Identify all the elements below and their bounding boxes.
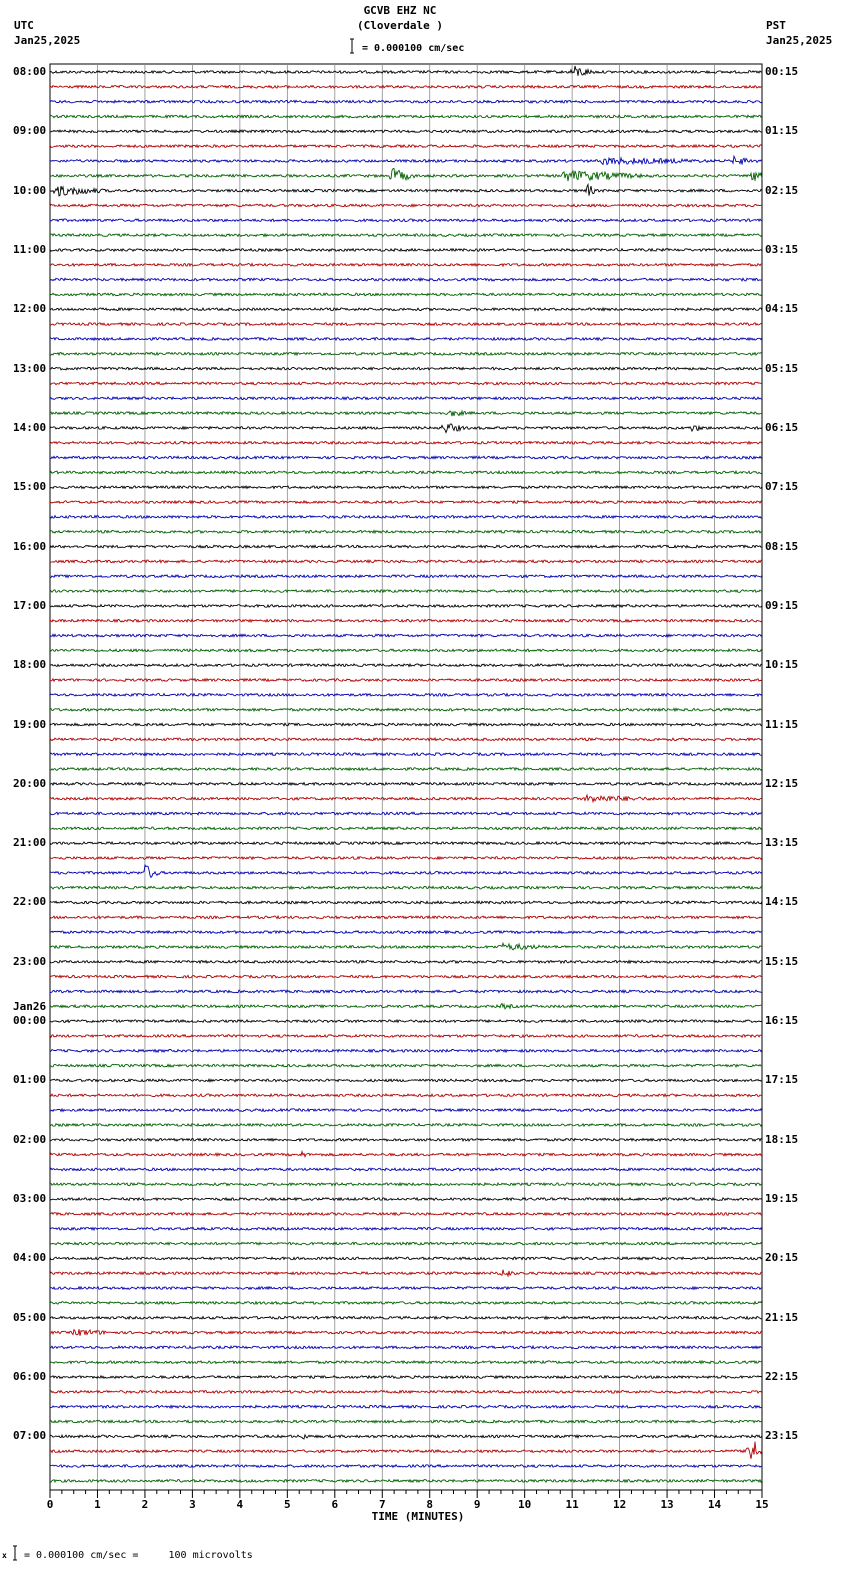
plot-frame — [50, 64, 762, 1490]
seismic-trace-row — [50, 1465, 762, 1468]
station-location: (Cloverdale ) — [356, 19, 444, 32]
seismic-trace-row — [50, 1270, 762, 1276]
utc-hour-label: 20:00 — [13, 776, 47, 790]
seismic-trace-row — [50, 1242, 762, 1245]
seismic-trace-row — [50, 1361, 762, 1364]
seismic-trace-row — [50, 590, 762, 593]
pst-hour-label: 05:15 — [765, 361, 799, 375]
utc-hour-label: 18:00 — [13, 658, 47, 672]
seismic-trace-row — [50, 753, 762, 756]
seismic-trace-row — [50, 308, 762, 311]
seismic-trace-row — [50, 169, 762, 182]
pst-hour-label: 21:15 — [765, 1310, 799, 1324]
x-tick-label: 10 — [518, 1498, 532, 1511]
seismic-trace-row — [50, 486, 762, 489]
pst-hour-label: 17:15 — [765, 1073, 799, 1087]
seismic-trace-row — [50, 857, 762, 860]
seismic-trace-row — [50, 931, 762, 934]
x-tick-label: 7 — [378, 1498, 386, 1511]
seismic-trace-row — [50, 156, 762, 164]
seismic-trace-row — [50, 723, 762, 726]
seismic-trace-row — [50, 575, 762, 578]
plot-grid — [50, 64, 762, 1490]
seismic-trace-row — [50, 115, 762, 118]
pst-hour-label: 22:15 — [765, 1370, 799, 1384]
x-tick-label: 12 — [612, 1498, 627, 1511]
seismic-trace-row — [50, 1168, 762, 1171]
utc-hour-label: 03:00 — [13, 1192, 47, 1206]
seismic-trace-row — [50, 545, 762, 548]
seismic-trace-row — [50, 397, 762, 400]
seismic-trace-row — [50, 130, 762, 133]
utc-hour-label: 11:00 — [13, 242, 47, 256]
utc-hour-label: 12:00 — [13, 302, 47, 316]
pst-hour-label: 03:15 — [765, 242, 799, 256]
seismic-trace-row — [50, 1198, 762, 1201]
seismic-trace-row — [50, 382, 762, 385]
seismic-trace-row — [50, 916, 762, 919]
utc-hour-label: 00:00 — [13, 1014, 47, 1028]
seismic-trace-row — [50, 424, 762, 433]
seismic-trace-row — [50, 1257, 762, 1260]
pst-hour-label: 04:15 — [765, 302, 799, 316]
seismic-trace-row — [50, 234, 762, 237]
utc-hour-label: 07:00 — [13, 1429, 47, 1443]
pst-hour-label: 20:15 — [765, 1251, 799, 1265]
seismic-trace-row — [50, 990, 762, 993]
seismic-trace-row — [50, 145, 762, 148]
utc-hour-label: 23:00 — [13, 954, 47, 968]
pst-hour-label: 00:15 — [765, 65, 799, 78]
seismic-trace-row — [50, 812, 762, 815]
seismic-trace-row — [50, 560, 762, 563]
x-tick-label: 3 — [189, 1498, 196, 1511]
left-timezone: UTC — [14, 19, 34, 32]
seismic-trace-row — [50, 456, 762, 459]
seismic-trace-row — [50, 961, 762, 964]
utc-hour-label: 01:00 — [13, 1073, 47, 1087]
date-change-label: Jan26 — [13, 1000, 47, 1014]
x-tick-label: 11 — [565, 1498, 579, 1511]
seismic-trace-row — [50, 679, 762, 682]
x-axis — [50, 1490, 762, 1498]
seismic-trace-row — [50, 264, 762, 267]
seismic-trace-row — [50, 185, 762, 197]
x-tick-label: 0 — [46, 1498, 54, 1511]
seismic-trace-row — [50, 975, 762, 978]
pst-hour-label: 09:15 — [765, 598, 799, 612]
x-tick-label: 8 — [426, 1498, 434, 1511]
seismic-trace-row — [50, 1124, 762, 1127]
seismic-trace-row — [50, 323, 762, 326]
pst-hour-label: 01:15 — [765, 124, 799, 138]
seismic-trace-row — [50, 708, 762, 711]
seismic-trace-row — [50, 649, 762, 652]
seismic-trace-row — [50, 783, 762, 786]
seismic-trace-row — [50, 901, 762, 904]
pst-hour-label: 23:15 — [765, 1429, 799, 1443]
seismic-trace-row — [50, 1004, 762, 1009]
seismic-trace-row — [50, 827, 762, 830]
seismic-trace-row — [50, 1183, 762, 1186]
seismic-trace-row — [50, 1227, 762, 1230]
seismic-trace-row — [50, 278, 762, 281]
seismic-trace-row — [50, 1329, 762, 1336]
seismic-trace-row — [50, 411, 762, 416]
seismic-trace-row — [50, 1079, 762, 1082]
seismic-trace-row — [50, 338, 762, 341]
x-tick-label: 4 — [236, 1498, 244, 1511]
pst-hour-label: 06:15 — [765, 420, 799, 434]
right-date: Jan25,2025 — [766, 34, 833, 47]
x-tick-label: 5 — [284, 1498, 291, 1511]
pst-hour-label: 02:15 — [765, 183, 799, 197]
seismic-trace-row — [50, 516, 762, 519]
utc-hour-label: 17:00 — [13, 598, 47, 612]
seismic-trace-row — [50, 1152, 762, 1157]
utc-hour-label: 04:00 — [13, 1251, 47, 1265]
seismic-trace-row — [50, 1480, 762, 1483]
seismic-traces — [50, 66, 762, 1482]
seismic-trace-row — [50, 1050, 762, 1053]
seismic-trace-row — [50, 1420, 762, 1423]
seismic-trace-row — [50, 943, 762, 950]
seismic-trace-row — [50, 842, 762, 845]
seismic-trace-row — [50, 664, 762, 667]
utc-hour-label: 05:00 — [13, 1310, 47, 1324]
pst-hour-label: 18:15 — [765, 1132, 799, 1146]
pst-hour-label: 07:15 — [765, 480, 799, 494]
station-title: GCVB EHZ NC — [363, 4, 437, 17]
pst-hour-label: 08:15 — [765, 539, 799, 553]
seismic-trace-row — [50, 694, 762, 697]
utc-hour-label: 13:00 — [13, 361, 47, 375]
seismic-trace-row — [50, 768, 762, 771]
seismic-trace-row — [50, 1064, 762, 1067]
seismic-trace-row — [50, 1376, 762, 1379]
pst-hour-label: 11:15 — [765, 717, 799, 731]
seismic-trace-row — [50, 634, 762, 637]
seismic-trace-row — [50, 1213, 762, 1216]
seismic-trace-row — [50, 1020, 762, 1023]
seismic-trace-row — [50, 293, 762, 296]
utc-hour-label: 16:00 — [13, 539, 47, 553]
pst-hour-label: 19:15 — [765, 1192, 799, 1206]
pst-hour-label: 14:15 — [765, 895, 799, 909]
seismic-trace-row — [50, 501, 762, 504]
x-tick-label: 15 — [755, 1498, 769, 1511]
x-tick-label: 9 — [473, 1498, 481, 1511]
utc-hour-label: 15:00 — [13, 480, 47, 494]
seismic-trace-row — [50, 1435, 762, 1439]
left-date: Jan25,2025 — [14, 34, 81, 47]
seismic-trace-row — [50, 1109, 762, 1112]
seismic-trace-row — [50, 865, 762, 877]
seismic-trace-row — [50, 1287, 762, 1290]
seismic-trace-row — [50, 367, 762, 370]
x-tick-label: 1 — [94, 1498, 101, 1511]
seismic-trace-row — [50, 1316, 762, 1319]
seismic-trace-row — [50, 219, 762, 222]
seismic-trace-row — [50, 605, 762, 608]
x-tick-label: 14 — [707, 1498, 722, 1511]
utc-hour-label: 08:00 — [13, 65, 47, 78]
seismic-trace-row — [50, 795, 762, 802]
seismic-trace-row — [50, 249, 762, 252]
pst-hour-label: 15:15 — [765, 954, 799, 968]
seismic-trace-row — [50, 1035, 762, 1038]
seismic-trace-row — [50, 619, 762, 622]
x-tick-label: 6 — [331, 1498, 339, 1511]
utc-hour-label: 02:00 — [13, 1132, 47, 1146]
x-tick-label: 2 — [141, 1498, 149, 1511]
seismic-trace-row — [50, 66, 762, 76]
seismic-trace-row — [50, 738, 762, 741]
seismic-trace-row — [50, 886, 762, 889]
seismic-trace-row — [50, 204, 762, 207]
pst-hour-label: 10:15 — [765, 658, 799, 672]
footer-scale-text: = 0.000100 cm/sec = 100 microvolts — [24, 1550, 253, 1561]
utc-hour-label: 06:00 — [13, 1370, 47, 1384]
utc-hour-label: 22:00 — [13, 895, 47, 909]
pst-hour-label: 13:15 — [765, 836, 799, 850]
seismic-trace-row — [50, 86, 762, 89]
right-timezone: PST — [766, 19, 786, 32]
x-axis-label: TIME (MINUTES) — [371, 1510, 465, 1523]
utc-hour-label: 10:00 — [13, 183, 47, 197]
pst-hour-label: 12:15 — [765, 776, 799, 790]
seismic-trace-row — [50, 530, 762, 533]
seismic-trace-row — [50, 1442, 762, 1459]
seismic-trace-row — [50, 1302, 762, 1305]
seismic-trace-row — [50, 1094, 762, 1097]
utc-hour-label: 21:00 — [13, 836, 47, 850]
footer-corner-mark: x — [2, 1551, 7, 1560]
seismic-trace-row — [50, 442, 762, 445]
seismic-trace-row — [50, 471, 762, 474]
seismic-trace-row — [50, 1139, 762, 1142]
seismic-trace-row — [50, 1346, 762, 1349]
x-tick-label: 13 — [660, 1498, 674, 1511]
seismic-trace-row — [50, 100, 762, 103]
utc-hour-label: 14:00 — [13, 420, 47, 434]
utc-hour-label: 19:00 — [13, 717, 47, 731]
seismic-trace-row — [50, 353, 762, 356]
pst-hour-label: 16:15 — [765, 1014, 799, 1028]
utc-hour-label: 09:00 — [13, 124, 47, 138]
header-scale-text: = 0.000100 cm/sec — [362, 43, 465, 54]
seismic-trace-row — [50, 1391, 762, 1394]
seismic-trace-row — [50, 1405, 762, 1408]
